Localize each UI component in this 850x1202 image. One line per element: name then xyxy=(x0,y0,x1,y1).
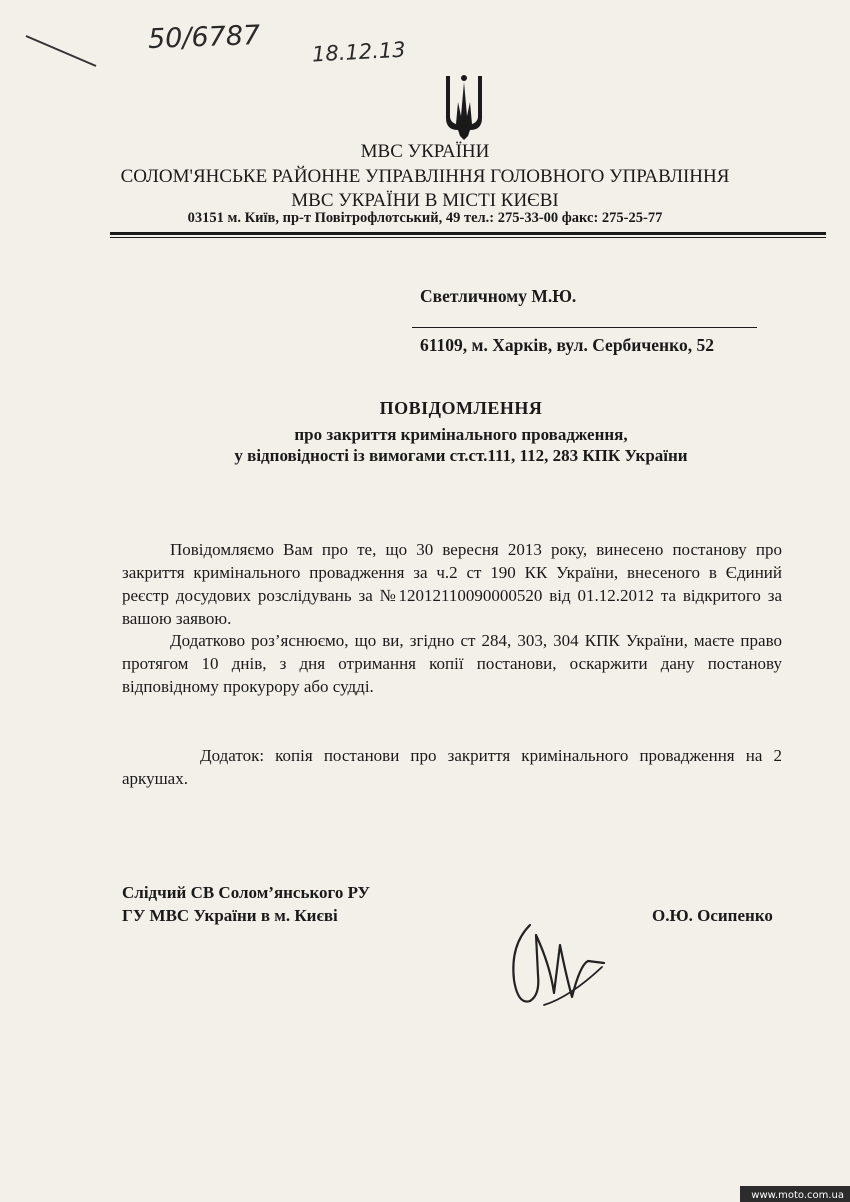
trident-emblem-icon xyxy=(440,72,488,142)
notice-subtitle-line1: про закриття кримінального провадження, xyxy=(294,425,628,444)
department-address: 03151 м. Київ, пр-т Повітрофлотський, 49 тел.: 275-33-00 факс: 275-25-77 xyxy=(187,210,663,226)
recipient-underline xyxy=(412,327,757,328)
recipient-address: 61109, м. Харків, вул. Сербиченко, 52 xyxy=(420,335,714,355)
signer-position-line2: ГУ МВС України в м. Києві xyxy=(122,906,338,925)
handwritten-registration-number: 50/6787 xyxy=(147,20,261,55)
header-divider-thin xyxy=(110,237,826,238)
handwritten-signature-icon xyxy=(500,905,610,1015)
notice-subtitle-line2: у відповідності із вимогами ст.ст.111, 112, 283 КПК України xyxy=(234,446,688,465)
signer-name: О.Ю. Осипенко xyxy=(652,906,773,925)
department-name-line2: МВС УКРАЇНИ В МІСТІ КИЄВІ xyxy=(291,190,559,211)
ministry-name: МВС УКРАЇНИ xyxy=(360,141,490,162)
notice-title: ПОВІДОМЛЕННЯ xyxy=(379,398,543,418)
attachment-note: Додаток: копія постанови про закриття кримінального провадження на 2 аркушах. xyxy=(122,746,782,788)
handwritten-registration-date: 18.12.13 xyxy=(311,37,407,67)
recipient-name: Светличному М.Ю. xyxy=(420,286,577,306)
handwritten-slash-mark xyxy=(22,30,102,70)
signer-position-line1: Слідчий СВ Солом’янського РУ xyxy=(122,883,371,902)
body-paragraph-rights: Додатково роз’яснюємо, що ви, згідно ст 284, 303, 304 КПК України, маєте право протягом 10 днів, з дня отримання копії постанови, оскаржити дану постанову відповідному прокурору або судді. xyxy=(122,631,782,696)
body-paragraph-closure: Повідомляємо Вам про те, що 30 вересня 2013 року, винесено постанову про закриття кримінального провадження за ч.2 ст 190 КК України, внесеного в Єдиний реєстр досудових розслідувань за №12012110090000520 від 01.12.2012 та відкритого за вашою заявою. xyxy=(122,540,782,628)
watermark-site-url: www.moto.com.ua xyxy=(751,1190,844,1201)
department-name-line1: СОЛОМ'ЯНСЬКЕ РАЙОННЕ УПРАВЛІННЯ ГОЛОВНОГО УПРАВЛІННЯ xyxy=(120,166,730,187)
header-divider-thick xyxy=(110,232,826,235)
